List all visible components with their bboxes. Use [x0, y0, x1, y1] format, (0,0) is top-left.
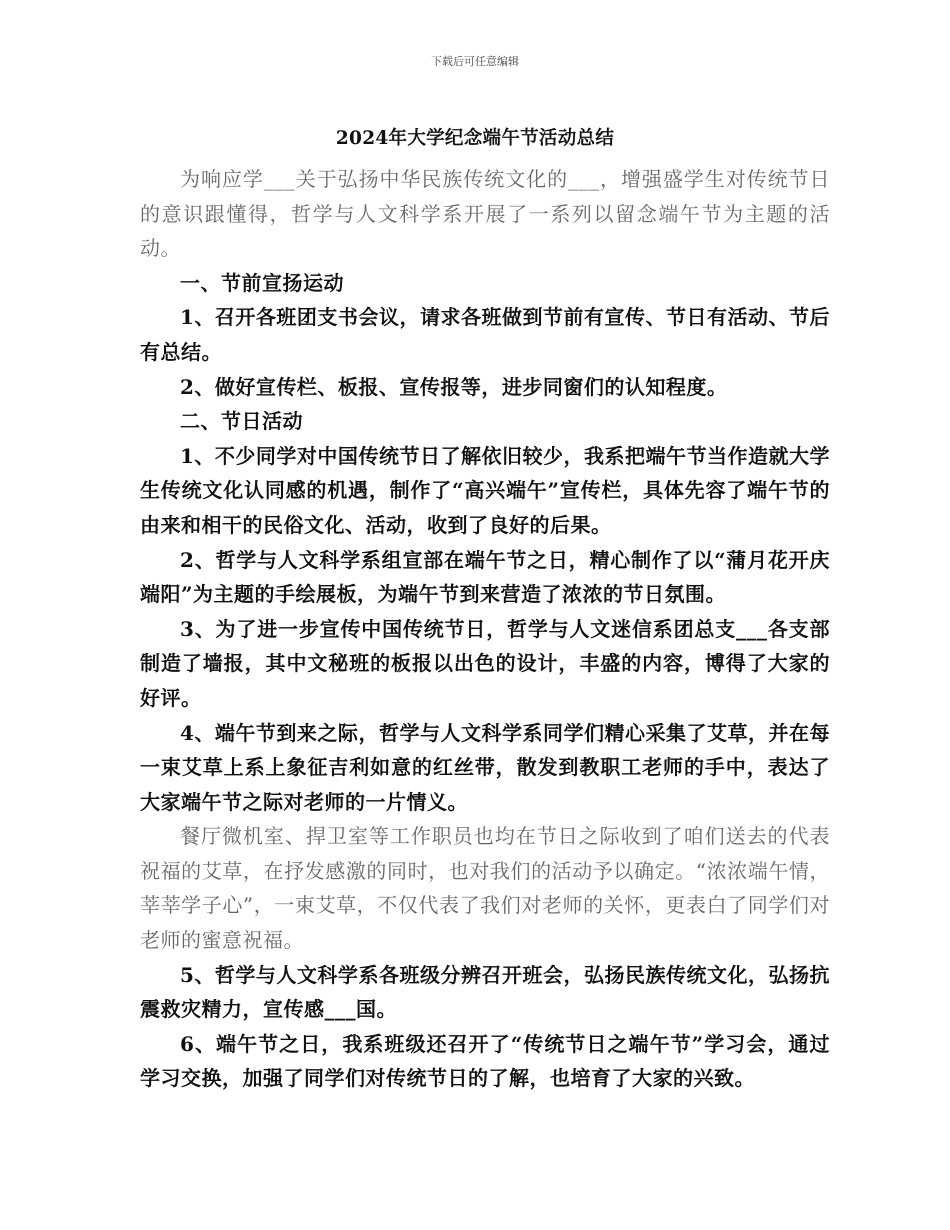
activity-item-4: 4、端午节到来之际，哲学与人文科学系同学们精心采集了艾草，并在每一束艾草上系上象征吉利如意的红丝带，散发到教职工老师的手中，表达了大家端午节之际对老师的一片情义。: [140, 720, 830, 814]
activity-item-1: 1、不少同学对中国传统节日了解依旧较少，我系把端午节当作造就大学生传统文化认同感的机遇，制作了“高兴端午”宣传栏，具体先容了端午节的由来和相干的民俗文化、活动，收到了良好的后果。: [140, 443, 830, 537]
document-title: 2024年大学纪念端午节活动总结: [335, 128, 615, 149]
activity-item-6: 6、端午节之日，我系班级还召开了“传统节日之端午节”学习会，通过学习交换，加强了同学们对传统节日的了解，也培育了大家的兴致。: [140, 1031, 830, 1091]
intro-paragraph: 为响应学___关于弘扬中华民族传统文化的___，增强盛学生对传统节日的意识跟懂得，哲学与人文科学系开展了一系列以留念端午节为主题的活动。: [140, 167, 830, 261]
pre-festival-item-2: 2、做好宣传栏、板报、宣传报等，进步同窗们的认知程度。: [180, 374, 728, 399]
staff-appreciation-paragraph: 餐厅微机室、捍卫室等工作职员也均在节日之际收到了咱们送去的代表祝福的艾草，在抒发感激的同时，也对我们的活动予以确定。“浓浓端午情，莘莘学子心”，一束艾草，不仅代表了我们对老师的关怀，更表白了同学们对老师的蜜意祝福。: [140, 824, 830, 953]
activity-item-5: 5、哲学与人文科学系各班级分辨召开班会，弘扬民族传统文化，弘扬抗震救灾精力，宣传感___国。: [140, 962, 830, 1022]
section-heading-pre-festival: 一、节前宣扬运动: [180, 270, 344, 295]
page-header-note: 下载后可任意编辑: [431, 55, 519, 68]
activity-item-3: 3、为了进一步宣传中国传统节日，哲学与人文迷信系团总支___各支部制造了墙报，其中文秘班的板报以出色的设计，丰盛的内容，博得了大家的好评。: [140, 616, 830, 710]
activity-item-2: 2、哲学与人文科学系组宣部在端午节之日，精心制作了以“蒲月花开庆端阳”为主题的手绘展板，为端午节到来营造了浓浓的节日氛围。: [140, 547, 830, 607]
document-body: [140, 162, 830, 1096]
section-heading-festival-activities: 二、节日活动: [180, 409, 303, 434]
pre-festival-item-1: 1、召开各班团支书会议，请求各班做到节前有宣传、节日有活动、节后有总结。: [140, 305, 830, 364]
